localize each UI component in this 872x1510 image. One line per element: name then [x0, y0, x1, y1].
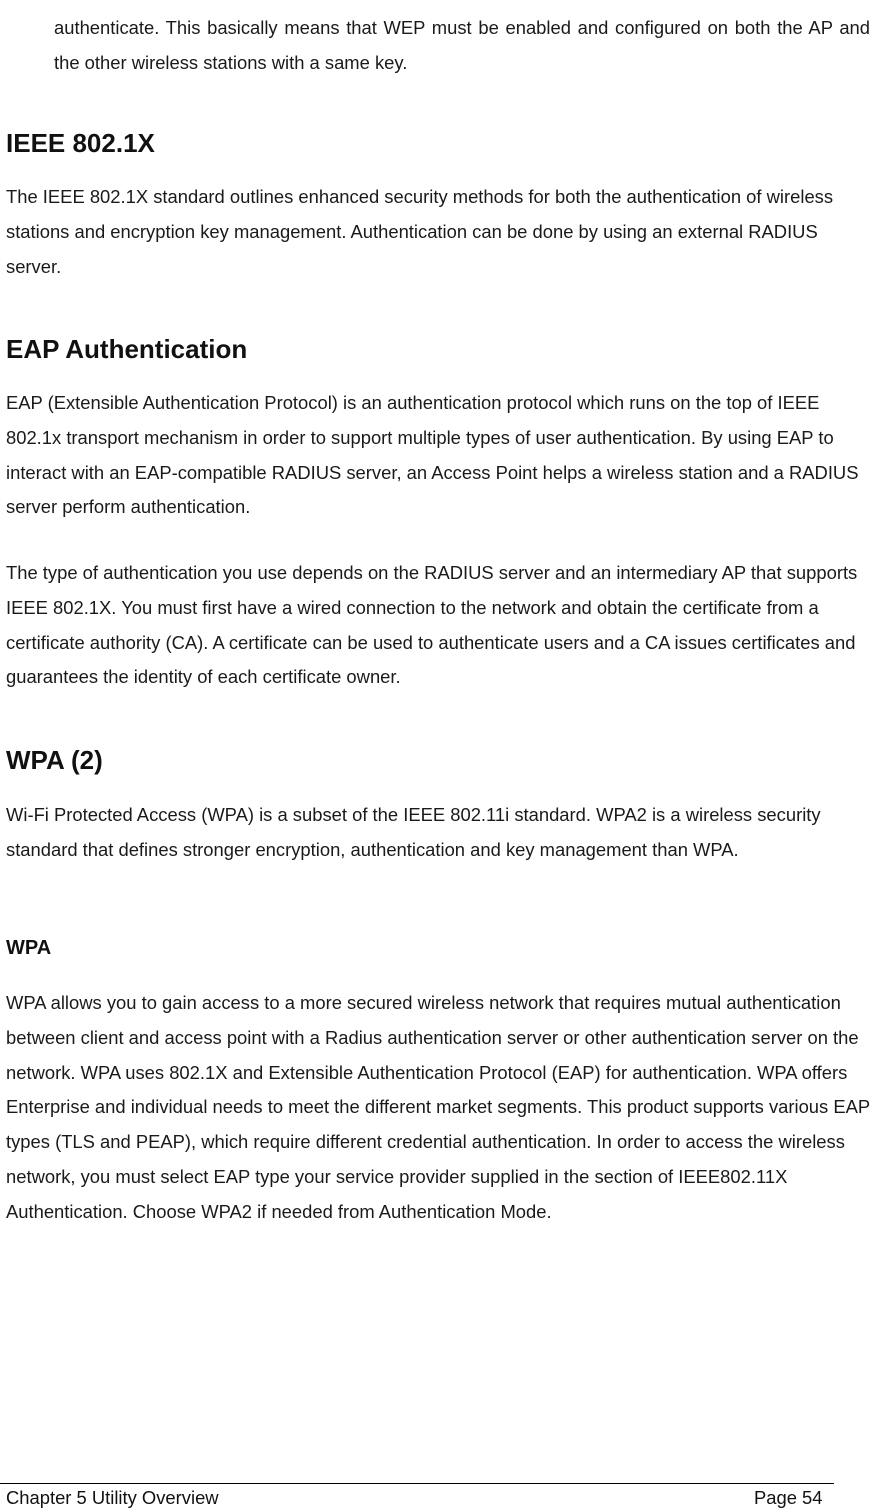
heading-eap-authentication: EAP Authentication	[6, 334, 248, 364]
heading-wpa: WPA	[6, 937, 52, 959]
heading-ieee-8021x: IEEE 802.1X	[6, 128, 155, 158]
eap-paragraph-1: EAP (Extensible Authentication Protocol) is an authentication protocol which runs on the top of IEEE 802.1x transport mechanism in order to support multiple types of user authentication. By using EAP to interact with an EAP-compatible RADIUS server, an Access Point helps a wireless station and a RADIUS server perform authentication.	[6, 392, 859, 518]
intro-paragraph: authenticate. This basically means that WEP must be enabled and configured on both the AP and the other wireless stations with a same key.	[54, 17, 870, 73]
footer-divider	[0, 1483, 834, 1484]
wpa-paragraph: WPA allows you to gain access to a more secured wireless network that requires mutual authentication between client and access point with a Radius authentication server or other authentication server on the network. WPA uses 802.1X and Extensible Authentication Protocol (EAP) for authentication. WPA offers Enterprise and individual needs to meet the different market segments. This product supports various EAP types (TLS and PEAP), which require different credential authentication. In order to access the wireless network, you must select EAP type your service provider supplied in the section of IEEE802.11X Authentication. Choose WPA2 if needed from Authentication Mode.	[6, 992, 870, 1222]
wpa2-paragraph: Wi-Fi Protected Access (WPA) is a subset of the IEEE 802.11i standard. WPA2 is a wireless security standard that defines stronger encryption, authentication and key management than WPA.	[6, 804, 821, 860]
footer-chapter: Chapter 5 Utility Overview	[6, 1487, 219, 1508]
heading-wpa2: WPA (2)	[6, 745, 103, 775]
ieee-8021x-paragraph: The IEEE 802.1X standard outlines enhanced security methods for both the authentication of wireless stations and encryption key management. Authentication can be done by using an external RADIUS server.	[6, 186, 834, 277]
footer-page-number: Page 54	[754, 1487, 823, 1508]
eap-paragraph-2: The type of authentication you use depends on the RADIUS server and an intermediary AP that supports IEEE 802.1X. You must first have a wired connection to the network and obtain the certificate from a certificate authority (CA). A certificate can be used to authenticate users and a CA issues certificates and guarantees the identity of each certificate owner.	[6, 562, 858, 688]
